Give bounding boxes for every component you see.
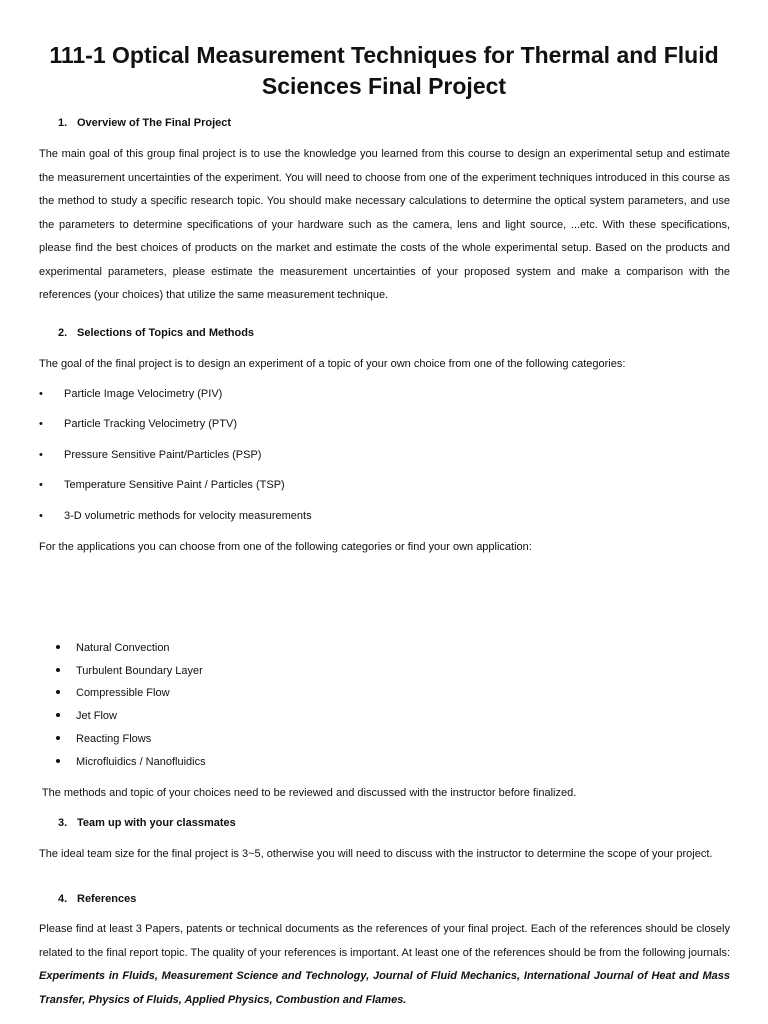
method-label: 3-D volumetric methods for velocity measurements: [64, 510, 312, 522]
method-label: Particle Image Velocimetry (PIV): [64, 388, 223, 400]
team-paragraph: The ideal team size for the final project is 3~5, otherwise you will need to discuss with the instructor to determine the scope of your project.: [39, 848, 713, 860]
section-heading-overview: [58, 117, 231, 129]
references-text: Please find at least 3 Papers, patents or technical documents as the references of your final project. Each of the references should be closely related to the final report topic. The quality of your references is important. At least one of the references should be from the following journals:: [39, 923, 730, 959]
list-item-application: [56, 640, 170, 656]
bullet-mark: •: [39, 418, 43, 430]
section-heading-team: [58, 817, 236, 829]
review-note-paragraph: The methods and topic of your choices need to be reviewed and discussed with the instructor before finalized.: [39, 787, 577, 799]
applications-intro-paragraph: For the applications you can choose from one of the following categories or find your own application:: [39, 541, 532, 553]
bullet-mark: •: [39, 479, 43, 491]
bullet-dot: [56, 736, 60, 740]
application-label: Compressible Flow: [76, 687, 170, 699]
overview-paragraph: The main goal of this group final project is to use the knowledge you learned from this course to design an experimental setup and estimate the measurement uncertainties of the experiment. You will need to choose from one of the experiment techniques introduced in this course as the method to study a specific research topic. You should make necessary calculations to determine the optical system parameters, and use the parameters to determine specifications of your hardware such as the camera, lens and light source, ...etc. With these specifications, please find the best choices of products on the market and estimate the costs of the whole experimental setup. Based on the products and experimental parameters, please estimate the measurement uncertainties of your proposed system and make a comparison with the references (your choices) that utilize the same measurement technique.: [39, 148, 730, 301]
list-item-application: [56, 685, 170, 701]
section-title: Team up with your classmates: [77, 817, 236, 829]
bullet-mark: •: [39, 510, 43, 522]
list-item-application: [56, 663, 203, 679]
section-title: References: [77, 893, 137, 905]
section-heading-references: [58, 893, 136, 905]
application-label: Microfluidics / Nanofluidics: [76, 756, 206, 768]
method-label: Pressure Sensitive Paint/Particles (PSP): [64, 449, 262, 461]
journal-list: Experiments in Fluids, Measurement Science and Technology, Journal of Fluid Mechanics, International Journal of Heat and Mass Transfer, Physics of Fluids, Applied Physics, Combustion and Flames.: [39, 970, 730, 1006]
section-number: 4.: [58, 893, 68, 905]
application-label: Jet Flow: [76, 710, 117, 722]
section-number: 1.: [58, 117, 68, 129]
bullet-dot: [56, 645, 60, 649]
bullet-mark: •: [39, 388, 43, 400]
topics-intro-paragraph: The goal of the final project is to design an experiment of a topic of your own choice from one of the following categories:: [39, 358, 626, 370]
bullet-dot: [56, 713, 60, 717]
references-paragraph: [39, 918, 730, 1012]
list-item-method: [39, 477, 285, 493]
list-item-method: [39, 447, 261, 463]
list-item-application: [56, 708, 117, 724]
application-label: Natural Convection: [76, 642, 170, 654]
bullet-mark: •: [39, 449, 43, 461]
bullet-dot: [56, 668, 60, 672]
section-number: 2.: [58, 327, 68, 339]
list-item-method: [39, 386, 222, 402]
document-title: 111-1 Optical Measurement Techniques for Thermal and Fluid Sciences Final Project: [49, 42, 719, 99]
bullet-dot: [56, 759, 60, 763]
bullet-dot: [56, 690, 60, 694]
section-heading-topics: [58, 327, 254, 339]
method-label: Temperature Sensitive Paint / Particles (TSP): [64, 479, 285, 491]
list-item-method: [39, 416, 237, 432]
section-number: 3.: [58, 817, 68, 829]
method-label: Particle Tracking Velocimetry (PTV): [64, 418, 237, 430]
section-title: Overview of The Final Project: [77, 117, 232, 129]
section-title: Selections of Topics and Methods: [77, 327, 255, 339]
application-label: Turbulent Boundary Layer: [76, 665, 203, 677]
list-item-application: [56, 731, 151, 747]
list-item-application: [56, 754, 206, 770]
application-label: Reacting Flows: [76, 733, 152, 745]
list-item-method: [39, 508, 312, 524]
